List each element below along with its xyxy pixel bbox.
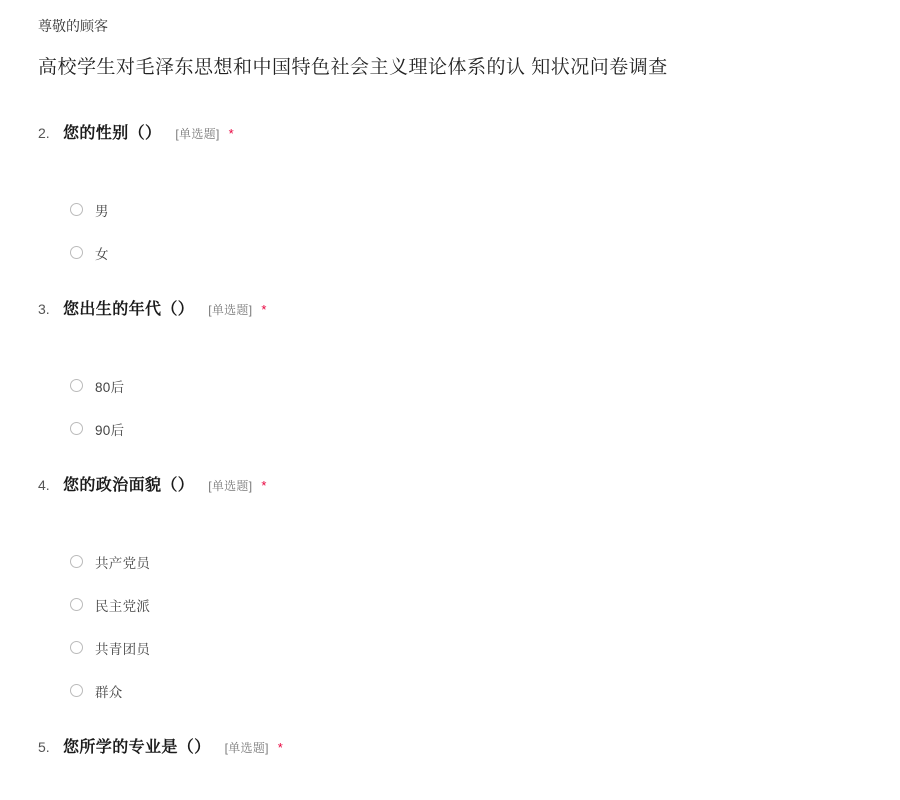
question-header: [0, 296, 900, 340]
section-spacer: [0, 450, 900, 472]
question-type-badge: [单选题]: [208, 303, 253, 317]
greeting-text: 尊敬的顾客: [38, 18, 108, 34]
option-row[interactable]: [70, 540, 900, 583]
section-spacer: [0, 712, 900, 734]
radio-icon[interactable]: [70, 598, 83, 611]
required-marker: *: [261, 302, 267, 317]
option-label: 群众: [95, 684, 123, 700]
question-header: [0, 120, 900, 164]
radio-icon[interactable]: [70, 422, 83, 435]
option-label: 男: [95, 203, 109, 219]
option-group: [0, 340, 900, 450]
radio-icon[interactable]: [70, 379, 83, 392]
radio-icon[interactable]: [70, 684, 83, 697]
option-label: 90后: [95, 422, 125, 438]
radio-icon[interactable]: [70, 555, 83, 568]
question-item: [0, 472, 900, 712]
question-number: 3.: [38, 301, 50, 317]
question-list: [0, 120, 900, 778]
question-number: 2.: [38, 125, 50, 141]
question-title: 您的性别（）: [63, 125, 162, 142]
required-marker: *: [228, 126, 234, 141]
question-title: 您的政治面貌（）: [63, 477, 195, 494]
question-item: [0, 296, 900, 450]
question-title: 您所学的专业是（）: [63, 739, 211, 756]
option-row[interactable]: [70, 231, 900, 274]
required-marker: *: [261, 478, 267, 493]
option-label: 民主党派: [95, 598, 151, 614]
question-item: [0, 120, 900, 274]
option-row[interactable]: [70, 583, 900, 626]
option-group: [0, 516, 900, 712]
radio-icon[interactable]: [70, 641, 83, 654]
option-row[interactable]: [70, 364, 900, 407]
question-title: 您出生的年代（）: [63, 301, 195, 318]
page-title: 高校学生对毛泽东思想和中国特色社会主义理论体系的认 知状况问卷调查: [38, 57, 668, 78]
question-type-badge: [单选题]: [224, 741, 269, 755]
required-marker: *: [277, 740, 283, 755]
option-label: 共青团员: [95, 641, 151, 657]
option-label: 共产党员: [95, 555, 151, 571]
option-row[interactable]: [70, 669, 900, 712]
option-label: 80后: [95, 379, 125, 395]
option-label: 女: [95, 246, 109, 262]
question-number: 5.: [38, 739, 50, 755]
question-type-badge: [单选题]: [175, 127, 220, 141]
radio-icon[interactable]: [70, 246, 83, 259]
question-number: 4.: [38, 477, 50, 493]
option-row[interactable]: [70, 188, 900, 231]
option-row[interactable]: [70, 626, 900, 669]
question-type-badge: [单选题]: [208, 479, 253, 493]
option-row[interactable]: [70, 407, 900, 450]
section-spacer: [0, 274, 900, 296]
radio-icon[interactable]: [70, 203, 83, 216]
question-header: [0, 734, 900, 778]
question-header: [0, 472, 900, 516]
question-item: [0, 734, 900, 778]
option-group: [0, 164, 900, 274]
